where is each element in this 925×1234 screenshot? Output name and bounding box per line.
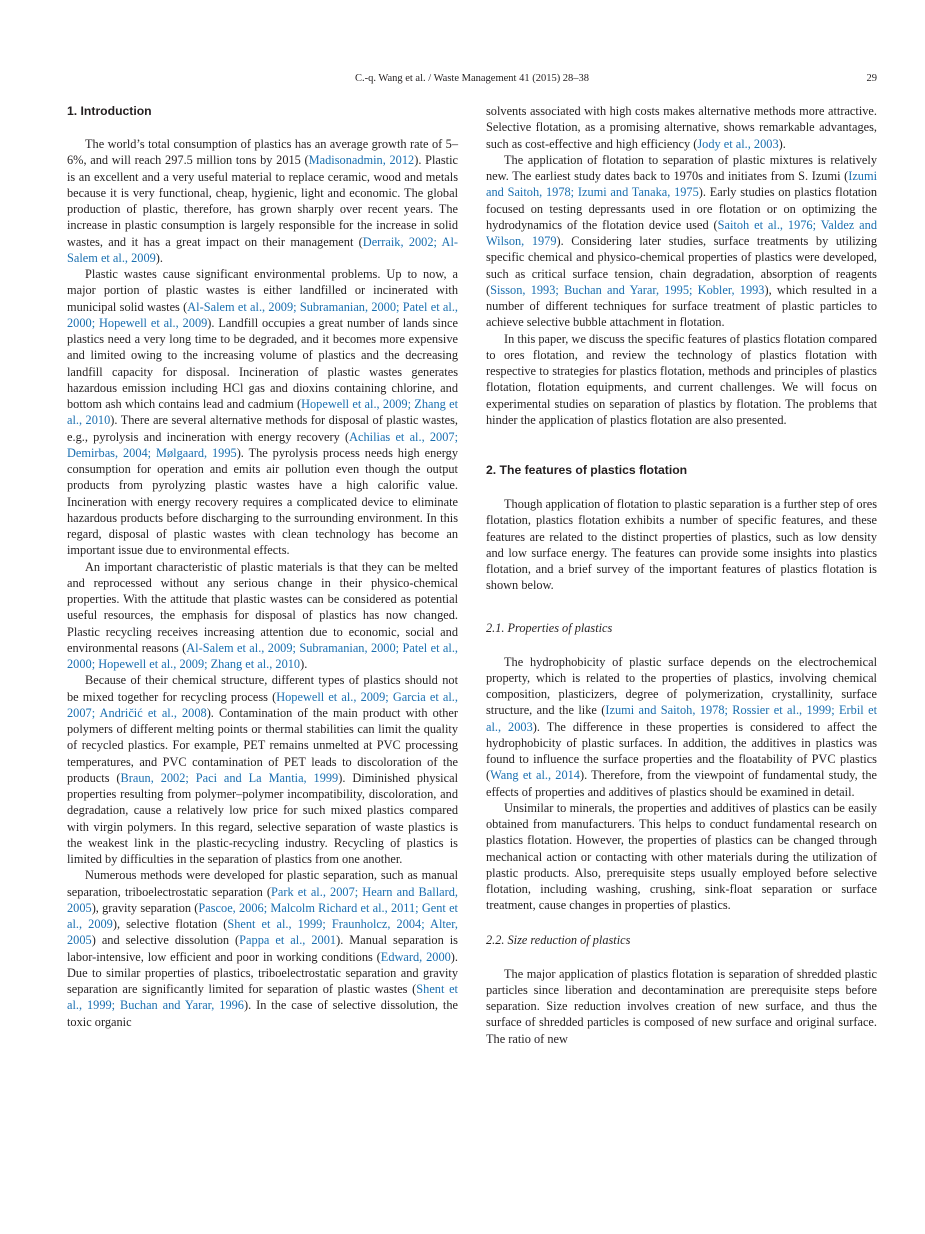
text-run: ). The difference in these properties is considered to affect the hydrophobicity of plastic surfaces. In addition, the additives in plastics was found to influence the surface properties and the floatability of PVC plastics (	[486, 719, 878, 783]
text-run: The hydrophobicity of plastic surface depends on the electrochemical property, which is related to the properties of plastics, involving chemical composition, plasticizers, degree of polymerization, crystallinity, surface structure, and the like (	[486, 654, 877, 718]
text-run: The application of flotation to separation of plastic mixtures is relatively new. The earliest study dates back to 1970s and initiates from S. Izumi (	[486, 152, 877, 183]
citation-link[interactable]: Shent et al., 1999; Buchan and Yarar, 1996	[67, 982, 458, 1013]
paragraph	[67, 136, 458, 266]
text-run: Because of their chemical structure, different types of plastics should not be mixed together for recycling process (	[67, 673, 458, 704]
citation-link[interactable]: Edward, 2000	[380, 949, 451, 964]
text-run: Unsimilar to minerals, the properties and additives of plastics can be easily obtained from manufacturers. This helps to conduct fundamental research on plastics flotation. However, the properties of plastics can be changed through mechanical action or contacting with other materials during the utilization of plastic products. Also, prerequisite steps usually employed before selective flotation, including washing, crushing, sink-float separation or surface treatment, cause changes in properties of plastics.	[486, 800, 877, 913]
citation-link[interactable]: Pappa et al., 2001	[239, 933, 337, 948]
paragraph	[486, 331, 877, 429]
text-run: ). The pyrolysis process needs high energy consumption for operation and emits air pollution even though the output products from pyrolyzing plastic wastes have a high calorific value. Incineration with energy recovery requires a complicated device to eliminate hazardous products before discharging to the surrounding environment. In this regard, disposal of plastic wastes with clean technology has become an important issue due to environmental effects.	[67, 445, 458, 558]
citation-link[interactable]: Izumi and Saitoh, 1978; Izumi and Tanaka, 1975	[486, 169, 877, 200]
text-run: ). There are several alternative methods for disposal of plastic wastes, e.g., pyrolysis and incineration with energy recovery (	[67, 413, 459, 444]
page-number: 29	[866, 73, 877, 84]
text-run: ) and selective dissolution (	[91, 933, 240, 948]
running-header	[67, 73, 877, 89]
text-run: ). Landfill occupies a great number of lands since plastics need a very long time to be degraded, and it becomes more expensive and limited owing to the increasing volume of plastics and the decreasing landfill capacity for disposal. Incineration of plastic wastes generates hazardous emission including HCl gas and dioxins containing chlorine, and bottom ash which contains lead and cadmium (	[67, 315, 458, 411]
text-run: ). Manual separation is labor-intensive, low efficient and poor in working conditions (	[67, 933, 458, 964]
text-run: ). Contamination of the main product with other polymers of different melting points or thermal stabilities can limit the quality of recycled plastics. For example, PET remains unmelted at PVC processing temperatures, and PVC contamination of PET leads to discoloration of the products (	[67, 705, 458, 785]
citation-link[interactable]: Hopewell et al., 2009; Garcia et al., 2007; Andričić et al., 2008	[67, 689, 458, 720]
paragraph	[486, 800, 877, 914]
subsection-2-1-heading: 2.1. Properties of plastics	[486, 620, 613, 635]
text-run: The major application of plastics flotation is separation of shredded plastic particles since liberation and decontamination are prerequisite steps before separation. Size reduction involves creation of new surface, and thus the surface of shredded particles is composed of new surface and original surface. The ratio of new	[486, 966, 877, 1046]
citation-link[interactable]: Wang et al., 2014	[490, 768, 580, 783]
text-run: ). Plastic is an excellent and a very useful material to replace ceramic, wood and metals because it is very functional, cheap, hygienic, light and economic. The global production of plastic, therefore, has grown sharply over recent years. The increase in plastic consumption is largely responsible for the increase in solid wastes, and it has a great impact on their management (	[67, 153, 459, 249]
citation-link[interactable]: Al-Salem et al., 2009; Subramanian, 2000; Patel et al., 2000; Hopewell et al., 2009; Zhang et al., 2010	[67, 640, 458, 671]
citation-link[interactable]: Sisson, 1993; Buchan and Yarar, 1995; Kobler, 1993	[490, 282, 765, 297]
citation-link[interactable]: Jody et al., 2003	[697, 136, 779, 151]
citation-link[interactable]: Park et al., 2007; Hearn and Ballard, 2005	[67, 884, 458, 915]
paragraph	[67, 867, 458, 1030]
citation-link[interactable]: Izumi and Saitoh, 1978; Rossier et al., 1999; Erbil et al., 2003	[486, 703, 877, 734]
citation-link[interactable]: Hopewell et al., 2009; Zhang et al., 2010	[67, 397, 459, 428]
text-run: ). Due to similar properties of plastics, triboelectrostatic separation and gravity separation are significantly limited for separation of plastic wastes (	[67, 949, 458, 996]
citation-link[interactable]: Madisonadmin, 2012	[308, 153, 415, 168]
left-column	[67, 103, 458, 1030]
text-run: The world’s total consumption of plastics has an average growth rate of 5–6%, and will reach 297.5 million tons by 2015 (	[67, 137, 458, 168]
text-run: ).	[300, 657, 308, 671]
citation-link[interactable]: Al-Salem et al., 2009; Subramanian, 2000; Patel et al., 2000; Hopewell et al., 2009	[67, 299, 458, 330]
text-run: ). Therefore, from the viewpoint of fundamental study, the effects of properties and additives of plastics should be examined in detail.	[486, 768, 878, 799]
citation-link[interactable]: Braun, 2002; Paci and La Mantia, 1999	[120, 770, 339, 785]
text-run: ), selective flotation (	[112, 917, 228, 931]
paragraph	[486, 103, 877, 152]
citation-link[interactable]: Derraik, 2002; Al-Salem et al., 2009	[67, 234, 459, 265]
text-run: An important characteristic of plastic materials is that they can be melted and reprocessed without any serious change in their physico-chemical properties. With the attitude that plastic wastes can be considered as potential useful resources, the emphasis for disposal of plastics has now changed. Plastic recycling receives increasing attention due to economic, social and environmental reasons (	[67, 559, 458, 655]
paragraph	[67, 266, 458, 559]
text-run: ).	[778, 136, 786, 151]
paragraph	[486, 496, 877, 594]
paragraph	[486, 966, 877, 1047]
section-1-heading: 1. Introduction	[67, 104, 152, 118]
paragraph	[486, 152, 877, 331]
text-run: solvents associated with high costs makes alternative methods more attractive. Selective flotation, as a promising alternative, shows remarkable advantages, such as cost-effective and high efficiency (	[486, 104, 877, 151]
citation-link[interactable]: Shent et al., 1999; Fraunholcz, 2004; Alter, 2005	[67, 917, 458, 948]
citation-link[interactable]: Pascoe, 2006; Malcolm Richard et al., 2011; Gent et al., 2009	[67, 900, 458, 931]
text-run: ). In the case of selective dissolution, the toxic organic	[67, 998, 458, 1029]
right-column	[486, 103, 877, 1047]
text-run: ). Considering later studies, surface treatments by utilizing specific chemical and physico-chemical properties of plastics were developed, such as critical surface tension, chain degradation, absorption of reagents (	[486, 234, 877, 297]
text-run: In this paper, we discuss the specific features of plastics flotation compared to ores flotation, and review the technology of plastics flotation with respective to strategies for plastics flotation, methods and principles of plastics flotation, flotation equipments, and current challenges. We will focus on experimental studies on separation of plastics by flotation. The problems that hinder the application of plastics flotation are also presented.	[486, 331, 877, 427]
text-run: Numerous methods were developed for plastic separation, such as manual separation, triboelectrostatic separation (	[67, 868, 458, 899]
section-2-heading: 2. The features of plastics flotation	[486, 463, 688, 477]
journal-citation: C.-q. Wang et al. / Waste Management 41 (2015) 28–38	[354, 73, 590, 84]
paragraph	[67, 559, 458, 673]
text-run: Plastic wastes cause significant environmental problems. Up to now, a major portion of plastic wastes is either landfilled or incinerated with municipal solid wastes (	[67, 267, 458, 314]
citation-link[interactable]: Achilias et al., 2007; Demirbas, 2004; Mølgaard, 1995	[67, 429, 459, 460]
text-run: ). Early studies on plastics flotation focused on testing depressants used in ore flotation or on optimizing the hydrodynamics of the flotation device used (	[486, 185, 877, 232]
text-run: ), which resulted in a number of different techniques for surface treatment of plastic particles to achieve selective bubble attachment in flotation.	[486, 282, 877, 330]
text-run: Though application of flotation to plastic separation is a further step of ores flotation, plastics flotation exhibits a number of specific features, and these features are related to the distinct properties of plastics, such as low density and low surface energy. The features can provide some insights into plastics flotation, and a brief survey of the important features of plastics flotation is shown below.	[486, 497, 877, 593]
paragraph	[486, 654, 877, 800]
text-run: ). Diminished physical properties resulting from polymer–polymer incompatibility, discoloration, and degradation, cause a relatively low price for such mixed plastics compared with virgin polymers. In this regard, selective separation of waste plastics is the weakest link in the plastic-recycling industry. Recycling of plastics is limited by difficulties in the separation of plastics from one another.	[67, 770, 458, 866]
text-run: ).	[155, 250, 163, 265]
subsection-2-2-heading: 2.2. Size reduction of plastics	[486, 932, 631, 947]
text-run: ), gravity separation (	[91, 900, 199, 915]
paragraph	[67, 672, 458, 867]
citation-link[interactable]: Saitoh et al., 1976; Valdez and Wilson, 1979	[486, 217, 877, 248]
